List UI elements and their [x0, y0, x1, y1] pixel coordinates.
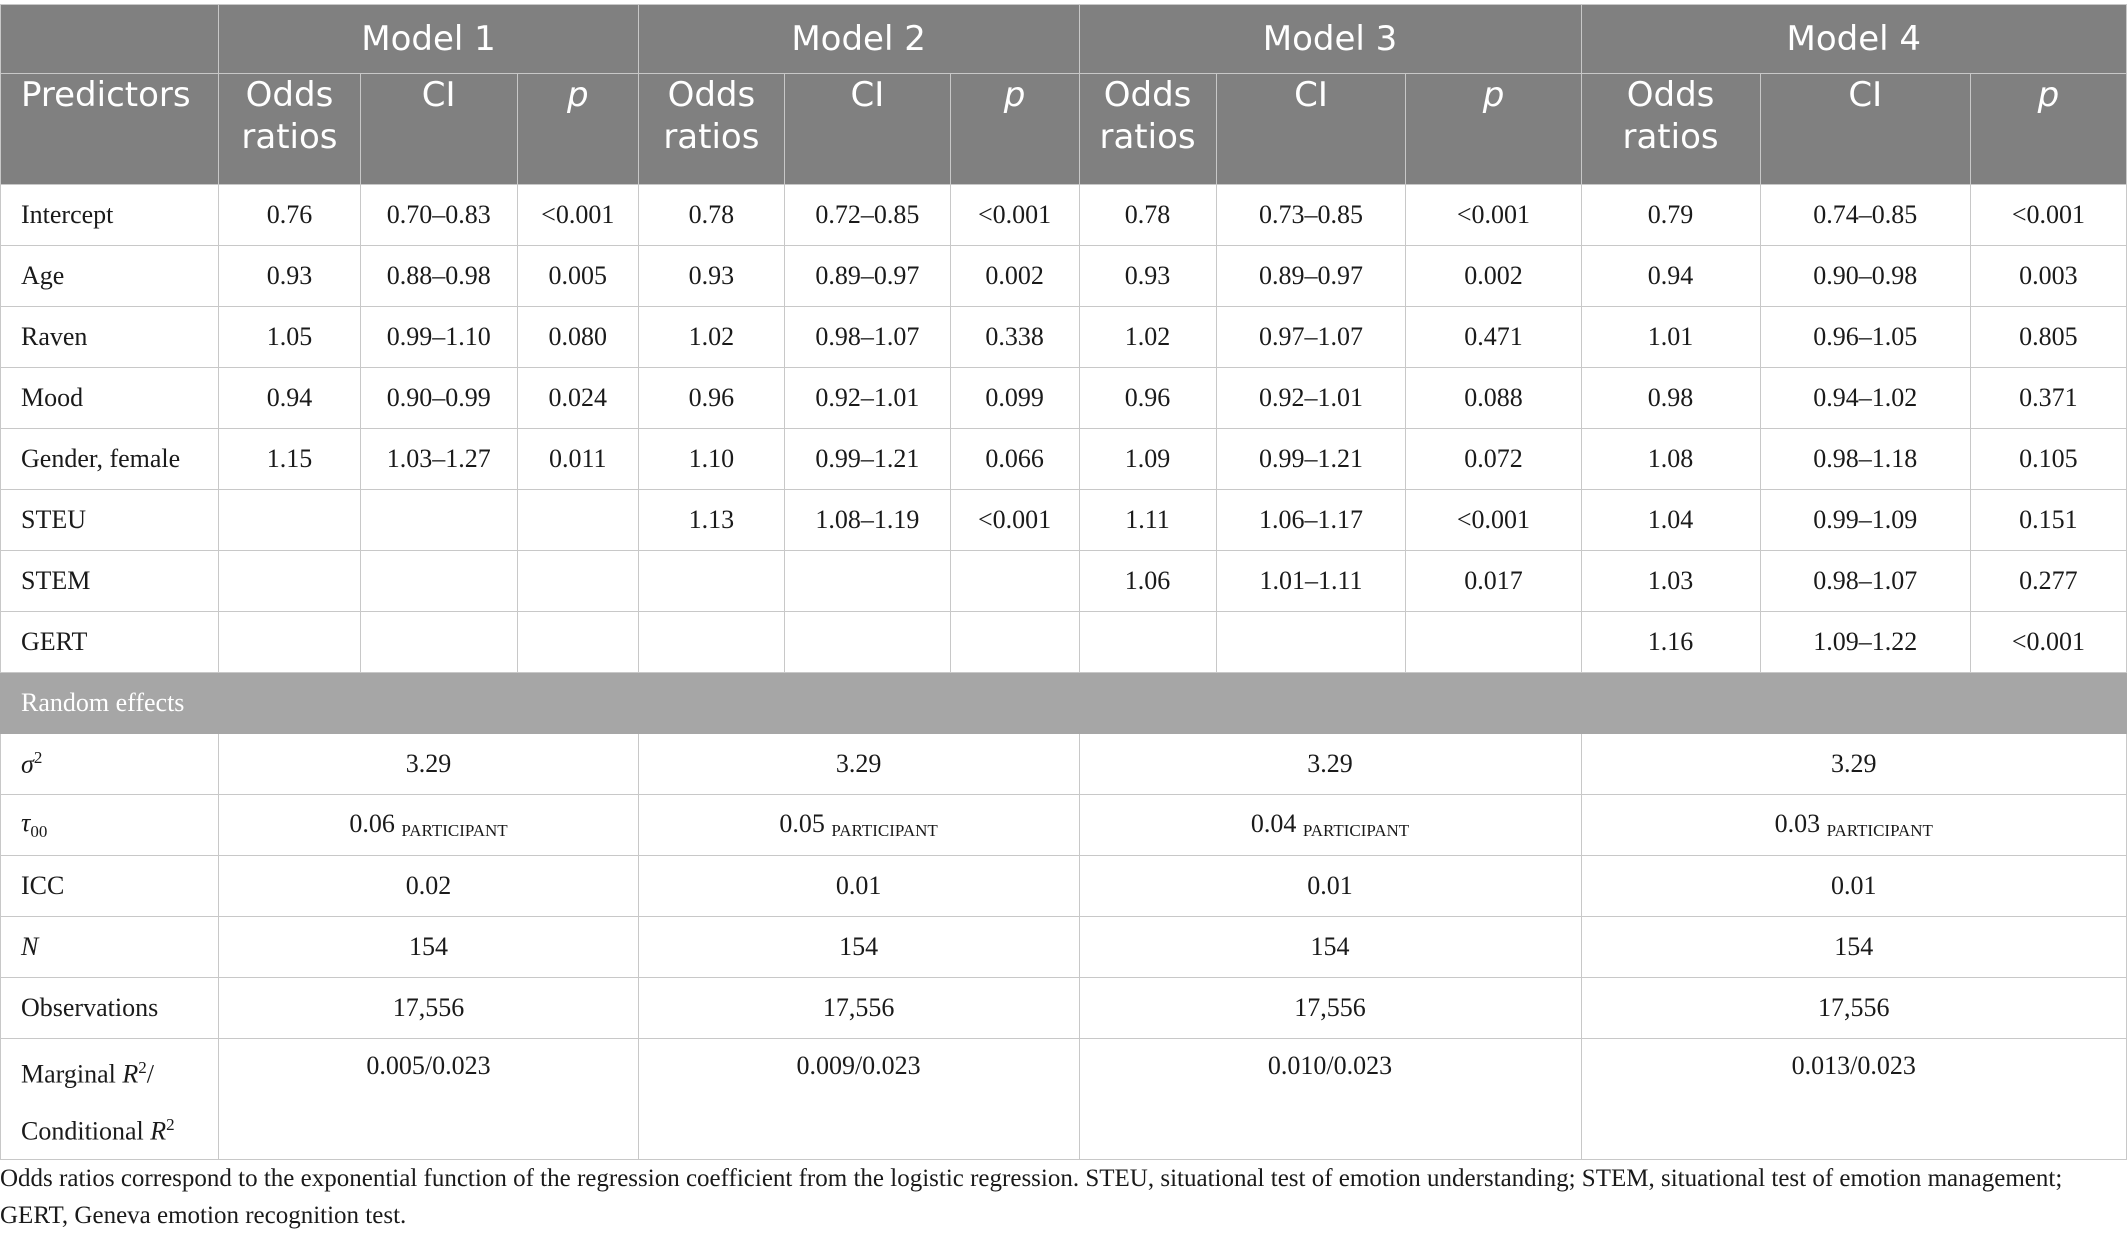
table-cell: <0.001	[1406, 490, 1581, 551]
table-cell: 0.002	[950, 246, 1079, 307]
table-cell: 1.01	[1581, 307, 1760, 368]
table-footnote: Odds ratios correspond to the exponential function of the regression coefficient from the logistic regression. STEU, situational test of emotion understanding; STEM, situational test of emotion management; GERT, Geneva emotion recognition test.	[0, 1165, 2063, 1229]
table-cell: 0.017	[1406, 551, 1581, 612]
table-cell: 0.151	[1970, 490, 2126, 551]
table-cell: 0.011	[517, 429, 638, 490]
table-cell: 0.005	[517, 246, 638, 307]
table-cell: 0.98–1.07	[785, 307, 951, 368]
ratios-word: ratios	[663, 117, 760, 157]
table-cell	[950, 612, 1079, 673]
table-cell: 0.73–0.85	[1216, 185, 1406, 246]
table-row	[1, 551, 2127, 612]
table-cell: 0.99–1.21	[785, 429, 951, 490]
table-cell: 1.02	[1079, 307, 1216, 368]
table-cell: 0.93	[638, 246, 785, 307]
icc-value: 0.01	[1079, 856, 1581, 917]
table-row	[1, 185, 2127, 246]
table-cell	[1079, 612, 1216, 673]
table-cell: 0.79	[1581, 185, 1760, 246]
n-value: 154	[219, 917, 638, 978]
table-row	[1, 429, 2127, 490]
table-cell: 0.88–0.98	[360, 246, 517, 307]
tau-value: 0.06 $_{PARTICIPANT}$	[219, 795, 638, 856]
ci-header: CI	[1760, 74, 1970, 185]
r2-value: 0.010/0.023	[1079, 1039, 1581, 1160]
table-cell: 0.99–1.21	[1216, 429, 1406, 490]
regression-table	[0, 4, 2127, 1160]
table-cell: 0.98–1.07	[1760, 551, 1970, 612]
table-cell	[360, 490, 517, 551]
table-cell: 0.72–0.85	[785, 185, 951, 246]
table-cell	[785, 551, 951, 612]
predictor-label: Gender, female	[1, 429, 219, 490]
table-row	[1, 246, 2127, 307]
table-cell: <0.001	[1970, 612, 2126, 673]
table-cell: 0.76	[219, 185, 360, 246]
table-cell: 0.93	[1079, 246, 1216, 307]
table-cell	[517, 612, 638, 673]
predictor-label: STEM	[1, 551, 219, 612]
p-header: p	[517, 74, 638, 185]
observations-label: Observations	[1, 978, 219, 1039]
n-value: 154	[1079, 917, 1581, 978]
table-cell: <0.001	[950, 490, 1079, 551]
table-cell: 0.96	[1079, 368, 1216, 429]
random-effects-body	[1, 673, 2127, 1160]
odds-ratios-header	[638, 74, 785, 185]
r2-value: 0.009/0.023	[638, 1039, 1079, 1160]
ci-header: CI	[785, 74, 951, 185]
table-cell: 1.16	[1581, 612, 1760, 673]
ci-header: CI	[1216, 74, 1406, 185]
sigma-row	[1, 734, 2127, 795]
table-cell	[219, 551, 360, 612]
tau-value: 0.03 $_{PARTICIPANT}$	[1581, 795, 2127, 856]
p-header: p	[1406, 74, 1581, 185]
table-cell: 1.10	[638, 429, 785, 490]
tau-label: $\tau_{00}$	[1, 795, 219, 856]
table-cell: 0.002	[1406, 246, 1581, 307]
table-cell: 0.98	[1581, 368, 1760, 429]
table-cell	[360, 612, 517, 673]
table-cell: 0.96	[638, 368, 785, 429]
odds-ratios-header	[219, 74, 360, 185]
table-row	[1, 368, 2127, 429]
table-cell: 0.94–1.02	[1760, 368, 1970, 429]
sigma-value: 3.29	[1079, 734, 1581, 795]
table-cell: 1.02	[638, 307, 785, 368]
r2-value: 0.013/0.023	[1581, 1039, 2127, 1160]
table-cell: 0.088	[1406, 368, 1581, 429]
table-cell: 0.94	[1581, 246, 1760, 307]
p-header: p	[950, 74, 1079, 185]
table-cell	[785, 612, 951, 673]
table-cell	[219, 490, 360, 551]
ratios-word: ratios	[1622, 117, 1719, 157]
model-1-header: Model 1	[219, 5, 638, 74]
table-cell: 1.05	[219, 307, 360, 368]
table-cell	[638, 551, 785, 612]
sigma-value: 3.29	[638, 734, 1079, 795]
n-value: 154	[1581, 917, 2127, 978]
fixed-effects-body	[1, 185, 2127, 673]
random-effects-label: Random effects	[1, 673, 2127, 734]
table-cell: 0.024	[517, 368, 638, 429]
odds-word: Odds	[667, 75, 756, 115]
table-cell: <0.001	[1406, 185, 1581, 246]
table-cell: 0.92–1.01	[785, 368, 951, 429]
predictor-label: Raven	[1, 307, 219, 368]
table-cell: 0.89–0.97	[1216, 246, 1406, 307]
table-cell: 1.08–1.19	[785, 490, 951, 551]
table-cell: 0.94	[219, 368, 360, 429]
table-cell: 1.06	[1079, 551, 1216, 612]
predictor-label: Age	[1, 246, 219, 307]
r2-value: 0.005/0.023	[219, 1039, 638, 1160]
tau-value: 0.05 $_{PARTICIPANT}$	[638, 795, 1079, 856]
header-corner	[1, 5, 219, 74]
table-cell: 0.371	[1970, 368, 2126, 429]
table-cell: 0.99–1.09	[1760, 490, 1970, 551]
predictor-label: Intercept	[1, 185, 219, 246]
icc-value: 0.02	[219, 856, 638, 917]
model-header-row	[1, 5, 2127, 74]
sigma-value: 3.29	[1581, 734, 2127, 795]
table-cell	[517, 551, 638, 612]
column-header-row	[1, 74, 2127, 185]
predictors-header: Predictors	[1, 74, 219, 185]
model-4-header: Model 4	[1581, 5, 2127, 74]
random-effects-section-row	[1, 673, 2127, 734]
table-cell	[219, 612, 360, 673]
table-row	[1, 307, 2127, 368]
odds-word: Odds	[1626, 75, 1715, 115]
table-cell: 0.072	[1406, 429, 1581, 490]
observations-value: 17,556	[1581, 978, 2127, 1039]
n-label: N	[1, 917, 219, 978]
observations-value: 17,556	[638, 978, 1079, 1039]
observations-row	[1, 978, 2127, 1039]
table-cell: 0.74–0.85	[1760, 185, 1970, 246]
table-cell: 0.92–1.01	[1216, 368, 1406, 429]
table-cell	[360, 551, 517, 612]
odds-ratios-header	[1079, 74, 1216, 185]
table-cell: 0.90–0.99	[360, 368, 517, 429]
table-cell: <0.001	[1970, 185, 2126, 246]
table-cell	[1216, 612, 1406, 673]
ratios-word: ratios	[241, 117, 338, 157]
table-cell: 0.099	[950, 368, 1079, 429]
table-cell: 0.338	[950, 307, 1079, 368]
observations-value: 17,556	[219, 978, 638, 1039]
table-cell	[638, 612, 785, 673]
table-cell	[950, 551, 1079, 612]
ci-header: CI	[360, 74, 517, 185]
table-cell: 1.01–1.11	[1216, 551, 1406, 612]
table-cell: 1.11	[1079, 490, 1216, 551]
table-cell: 0.97–1.07	[1216, 307, 1406, 368]
table-cell: 0.471	[1406, 307, 1581, 368]
n-row	[1, 917, 2127, 978]
table-cell: 1.04	[1581, 490, 1760, 551]
predictor-label: Mood	[1, 368, 219, 429]
tau-value: 0.04 $_{PARTICIPANT}$	[1079, 795, 1581, 856]
table-cell: 1.09	[1079, 429, 1216, 490]
table-cell: 0.98–1.18	[1760, 429, 1970, 490]
observations-value: 17,556	[1079, 978, 1581, 1039]
odds-word: Odds	[245, 75, 334, 115]
table-cell: 0.93	[219, 246, 360, 307]
sigma-label: $\sigma^2$	[1, 734, 219, 795]
n-value: 154	[638, 917, 1079, 978]
table-cell: 1.09–1.22	[1760, 612, 1970, 673]
ratios-word: ratios	[1099, 117, 1196, 157]
table-cell: 0.78	[1079, 185, 1216, 246]
table-cell: 0.70–0.83	[360, 185, 517, 246]
icc-label: ICC	[1, 856, 219, 917]
table-cell: 0.78	[638, 185, 785, 246]
p-header: p	[1970, 74, 2126, 185]
odds-ratios-header	[1581, 74, 1760, 185]
table-cell: 0.066	[950, 429, 1079, 490]
icc-value: 0.01	[1581, 856, 2127, 917]
table-cell: 1.08	[1581, 429, 1760, 490]
predictor-label: GERT	[1, 612, 219, 673]
model-3-header: Model 3	[1079, 5, 1581, 74]
sigma-value: 3.29	[219, 734, 638, 795]
table-cell: 1.06–1.17	[1216, 490, 1406, 551]
predictor-label: STEU	[1, 490, 219, 551]
table-cell: 0.90–0.98	[1760, 246, 1970, 307]
table-cell	[517, 490, 638, 551]
table-cell	[1406, 612, 1581, 673]
table-cell: 0.080	[517, 307, 638, 368]
table-cell: 0.89–0.97	[785, 246, 951, 307]
tau-row	[1, 795, 2127, 856]
table-cell: 0.96–1.05	[1760, 307, 1970, 368]
table-row	[1, 612, 2127, 673]
icc-value: 0.01	[638, 856, 1079, 917]
r2-label: Marginal $R^2/$ Conditional $R^2$	[1, 1039, 219, 1160]
table-cell: <0.001	[517, 185, 638, 246]
table-cell: 0.003	[1970, 246, 2126, 307]
r2-row	[1, 1039, 2127, 1160]
table-cell: 1.13	[638, 490, 785, 551]
odds-word: Odds	[1103, 75, 1192, 115]
table-row	[1, 490, 2127, 551]
table-cell: 1.03–1.27	[360, 429, 517, 490]
table-cell: 1.15	[219, 429, 360, 490]
table-cell: <0.001	[950, 185, 1079, 246]
table-cell: 0.99–1.10	[360, 307, 517, 368]
table-cell: 0.277	[1970, 551, 2126, 612]
icc-row	[1, 856, 2127, 917]
table-cell: 0.805	[1970, 307, 2126, 368]
model-2-header: Model 2	[638, 5, 1079, 74]
table-cell: 1.03	[1581, 551, 1760, 612]
table-cell: 0.105	[1970, 429, 2126, 490]
